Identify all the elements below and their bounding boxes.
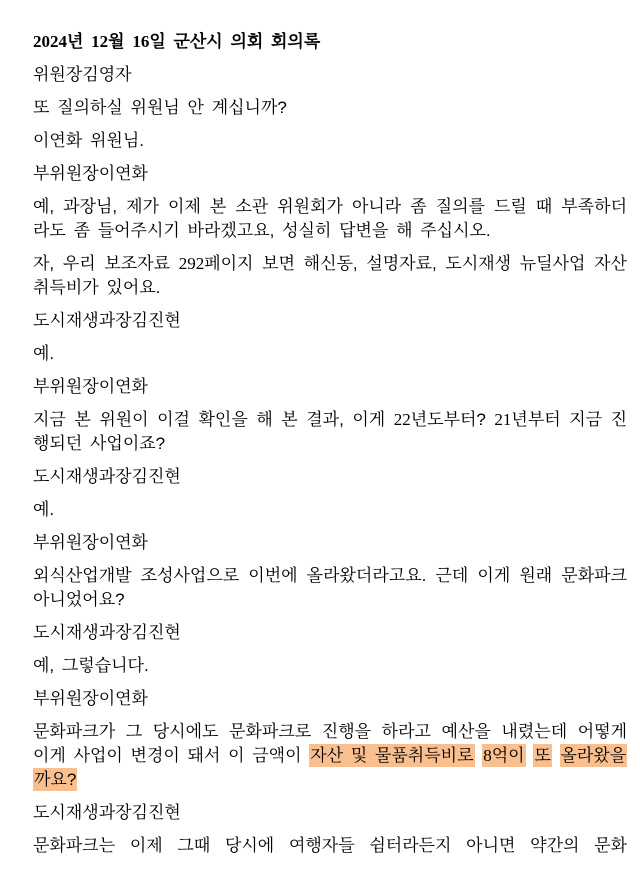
utterance-paragraph: 예. xyxy=(33,500,55,519)
utterance-paragraph: 또 질의하실 위원님 안 계십니까? xyxy=(33,98,287,117)
highlighted-text: 올라왔을까요? xyxy=(34,746,627,789)
highlighted-text: 자산 및 물품취득비로 xyxy=(310,746,474,765)
utterance-paragraph: 문화파크는 이제 그때 당시에 여행자들 쉼터라든지 아니면 약간의 문화 xyxy=(33,836,627,855)
speaker-name: 도시재생과장김진현 xyxy=(33,467,181,486)
speaker-name: 부위원장이연화 xyxy=(33,377,148,396)
numeral: 16 xyxy=(132,32,150,51)
highlighted-text: 8억이 xyxy=(483,746,525,765)
numeral: 21 xyxy=(494,410,512,429)
numeral: 8 xyxy=(483,746,492,765)
speaker-name: 도시재생과장김진현 xyxy=(33,623,181,642)
utterance-paragraph: 예. xyxy=(33,344,55,363)
utterance-paragraph: 외식산업개발 조성사업으로 이번에 올라왔더라고요. 근데 이게 원래 문화파크 아니었어요? xyxy=(33,566,627,609)
utterance-paragraph: 예, 과장님, 제가 이제 본 소관 위원회가 아니라 좀 질의를 드릴 때 부족하더라도 좀 들어주시기 바라겠고요, 성실히 답변을 해 주십시오. xyxy=(33,197,627,240)
numeral: 22 xyxy=(393,410,411,429)
speaker-name: 도시재생과장김진현 xyxy=(33,803,181,822)
speaker-name: 부위원장이연화 xyxy=(33,164,148,183)
speaker-name: 부위원장이연화 xyxy=(33,689,148,708)
highlighted-text: 또 xyxy=(534,746,551,765)
speaker-name: 도시재생과장김진현 xyxy=(33,311,181,330)
utterance-paragraph: 이연화 위원님. xyxy=(33,131,144,150)
utterance-paragraph: 자, 우리 보조자료 292페이지 보면 해신동, 설명자료, 도시재생 뉴딜사업 자산취득비가 있어요. xyxy=(33,254,627,297)
numeral: 292 xyxy=(178,254,205,273)
utterance-paragraph: 예, 그렇습니다. xyxy=(33,656,149,675)
numeral: 2024 xyxy=(33,32,67,51)
numeral: 12 xyxy=(91,32,109,51)
utterance-paragraph: 문화파크가 그 당시에도 문화파크로 진행을 하라고 예산을 내렸는데 어떻게 이게 사업이 변경이 돼서 이 금액이 자산 및 물품취득비로 8억이 또 올라왔을까요? xyxy=(33,722,627,789)
transcript xyxy=(33,63,627,858)
speaker-name: 부위원장이연화 xyxy=(33,533,148,552)
utterance-paragraph: 지금 본 위원이 이걸 확인을 해 본 결과, 이게 22년도부터? 21년부터 지금 진행되던 사업이죠? xyxy=(33,410,628,453)
meeting-title: 2024년 12월 16일 군산시 의회 회의록 xyxy=(33,32,321,51)
speaker-name: 위원장김영자 xyxy=(33,65,132,84)
